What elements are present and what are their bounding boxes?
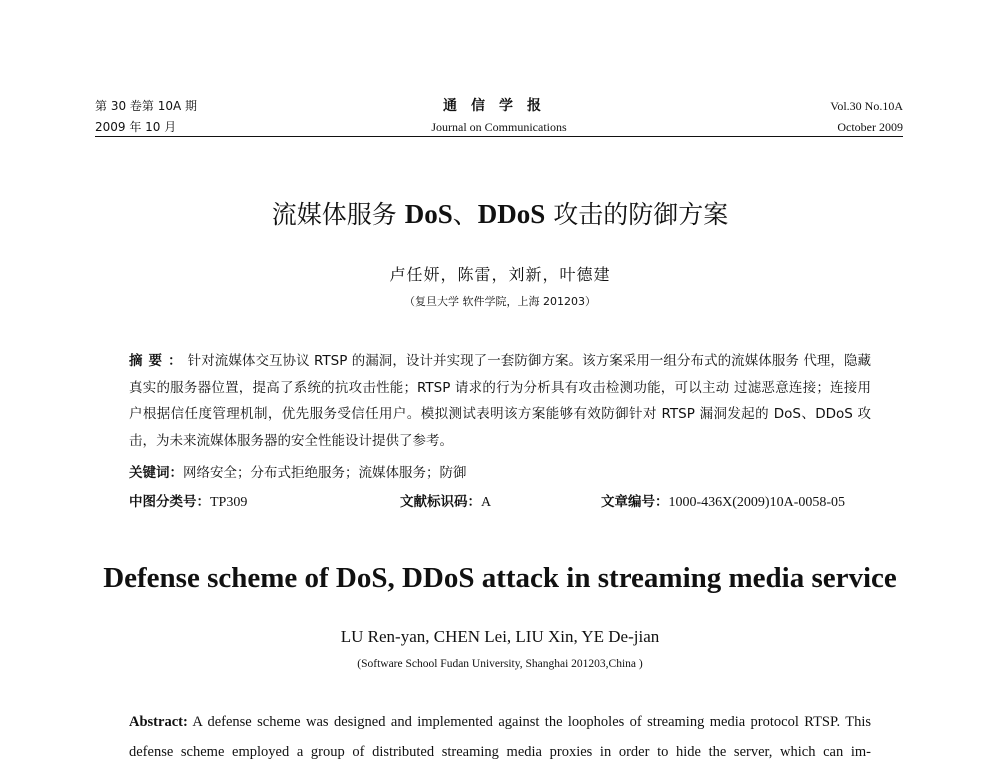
affiliation-cn: （复旦大学 软件学院，上海 201203） bbox=[404, 295, 596, 308]
abstract-cn bbox=[129, 348, 871, 454]
title-cn-part2: DoS bbox=[404, 199, 453, 229]
abstract-cn-label: 摘要： bbox=[129, 353, 188, 369]
abstract-cn-line: RTSP 漏洞发起的 DoS、DDoS 攻击，为未来流媒体服务器的安全性能设计提供了参考。 bbox=[129, 406, 872, 449]
header-journal-name bbox=[95, 96, 903, 138]
authors-en: LU Ren-yan, CHEN Lei, LIU Xin, YE De-jian bbox=[340, 627, 660, 646]
keywords-cn bbox=[129, 461, 871, 485]
header-volume-info bbox=[830, 96, 903, 138]
abstract-en-line1: A defense scheme was designed and implemented against the loopholes of streaming media protocol RTSP. bbox=[187, 714, 841, 730]
abstract-cn-line: 代理，隐藏真实的服务器位置，提高了系统的抗攻击性能；RTSP 请求的行为分析具有攻击检测功能，可以主动 bbox=[129, 353, 872, 396]
title-cn bbox=[0, 196, 1000, 233]
doc-code-label: 文献标识码： bbox=[400, 494, 481, 510]
abstract-en-label: Abstract: bbox=[129, 714, 188, 730]
header-volume-cn: 第 30 卷第 10A 期 bbox=[95, 99, 198, 113]
abstract-en bbox=[129, 707, 871, 767]
clc-number bbox=[129, 490, 247, 515]
abstract-cn-line: 针对流媒体交互协议 RTSP 的漏洞，设计并实现了一套防御方案。该方案采用一组分布式的流媒体服务 bbox=[187, 353, 799, 369]
doc-code-value: A bbox=[481, 495, 492, 510]
clc-value: TP309 bbox=[210, 495, 248, 510]
article-no-value: 1000-436X(2009)10A-0058-05 bbox=[668, 495, 846, 510]
header-rule bbox=[95, 136, 903, 137]
running-header bbox=[95, 96, 903, 136]
clc-label: 中图分类号： bbox=[129, 494, 210, 510]
document-code bbox=[400, 490, 491, 515]
article-no-label: 文章编号： bbox=[601, 494, 669, 510]
header-volume-en: Vol.30 No.10A bbox=[830, 99, 903, 113]
abstract-en-line2: This defense scheme employed a group of distributed streaming media proxies in order to hide the server, which can im- bbox=[129, 714, 871, 760]
title-cn-part5: 攻击的防御方案 bbox=[553, 200, 729, 229]
header-date-en: October 2009 bbox=[837, 120, 903, 134]
affiliation-en: (Software School Fudan University, Shanghai 201203,China ) bbox=[357, 658, 643, 670]
title-cn-part3: 、 bbox=[452, 200, 478, 229]
authors-cn: 卢任妍，陈雷，刘新，叶德建 bbox=[389, 265, 611, 284]
keywords-cn-label: 关键词： bbox=[129, 465, 183, 481]
header-date-cn: 2009 年 10 月 bbox=[95, 120, 177, 134]
abstract-cn-line: 过滤恶意连接；连接用户根据信任度管理机制，优先服务受信任用户。模拟测试表明该方案能够有效防御针对 bbox=[129, 379, 872, 422]
keywords-cn-value: 网络安全；分布式拒绝服务；流媒体服务；防御 bbox=[183, 465, 467, 481]
classification-row bbox=[129, 490, 871, 514]
title-cn-part1: 流媒体服务 bbox=[271, 200, 397, 229]
title-cn-part4: DDoS bbox=[477, 199, 546, 229]
journal-name-en: Journal on Communications bbox=[431, 120, 567, 134]
article-number bbox=[601, 490, 845, 515]
journal-name-cn: 通信学报 bbox=[443, 98, 555, 114]
title-en: Defense scheme of DoS, DDoS attack in streaming media service bbox=[103, 562, 897, 594]
